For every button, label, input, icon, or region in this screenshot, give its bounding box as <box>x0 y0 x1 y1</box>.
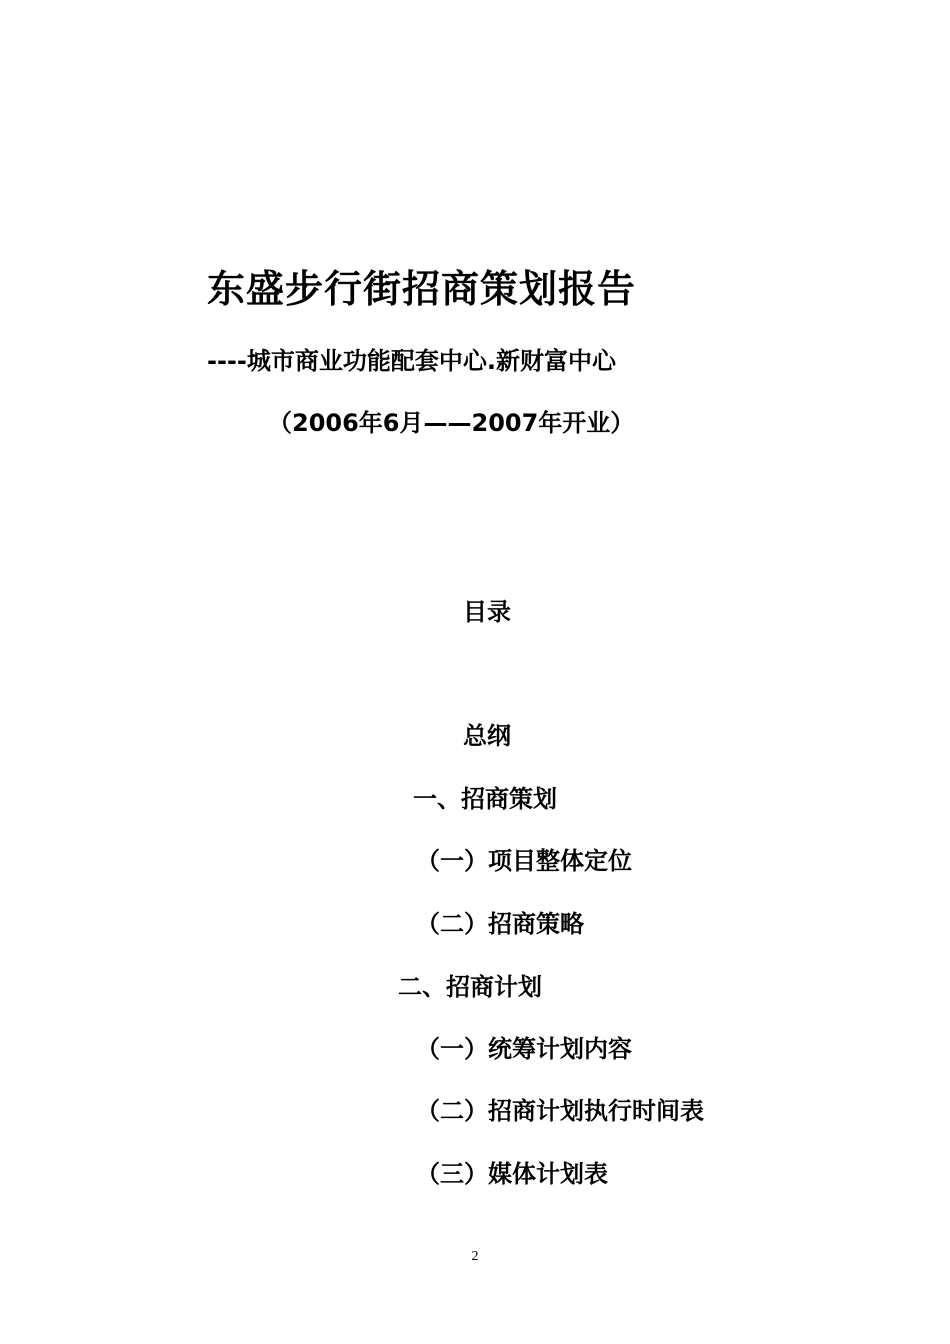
document-subtitle: ----城市商业功能配套中心.新财富中心 <box>207 347 616 375</box>
toc-item-section-1-2: （二）招商策略 <box>416 910 584 938</box>
toc-item-section-2-2: （二）招商计划执行时间表 <box>416 1097 704 1125</box>
page-number: 2 <box>471 1249 479 1264</box>
document-dates: （2006年6月——2007年开业） <box>268 409 635 437</box>
document-title: 东盛步行街招商策划报告 <box>207 267 637 311</box>
toc-item-section-2-1: （一）统筹计划内容 <box>416 1035 632 1063</box>
toc-item-section-1: 一、招商策划 <box>413 785 557 813</box>
toc-item-section-1-1: （一）项目整体定位 <box>416 847 632 875</box>
toc-item-section-2: 二、招商计划 <box>398 973 542 1001</box>
toc-heading: 目录 <box>463 598 511 626</box>
toc-item-section-2-3: （三）媒体计划表 <box>416 1160 608 1188</box>
toc-item-overview: 总纲 <box>463 722 511 750</box>
